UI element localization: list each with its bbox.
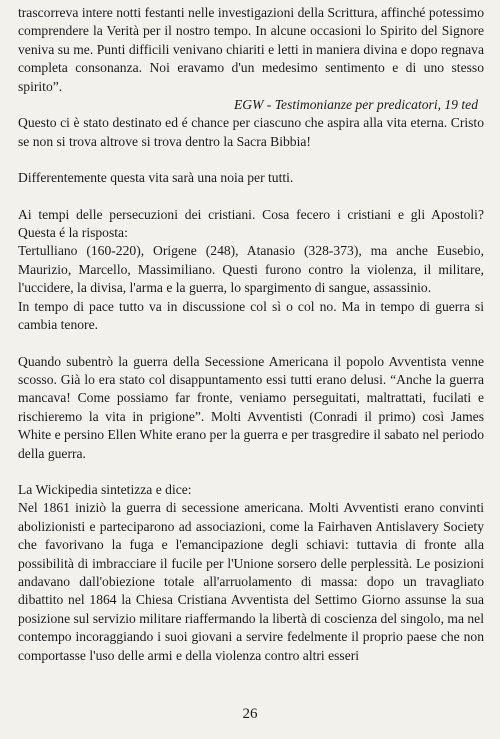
paragraph: Ai tempi delle persecuzioni dei cristiani. Cosa fecero i cristiani e gli Apostoli? Questa é la risposta:	[18, 206, 484, 241]
paragraph: Questo ci è stato destinato ed é chance per ciascuno che aspira alla vita eterna. Cristo se non si trova altrove si trova dentro la Sacra Bibbia!	[18, 115, 484, 149]
body-text	[18, 4, 484, 665]
paragraph-gap	[18, 188, 484, 206]
paragraph-gap	[18, 151, 484, 169]
paragraph-gap	[18, 463, 484, 481]
paragraph: Differentemente questa vita sarà una noia per tutti.	[18, 170, 294, 186]
page-number: 26	[242, 706, 258, 722]
paragraph: In tempo di pace tutto va in discussione col sì o col no. Ma in tempo di guerra si cambia tenore.	[18, 298, 484, 333]
paragraph: Quando subentrò la guerra della Secessione Americana il popolo Avventista venne scosso. Già lo era stato col disappuntamento essi tutti erano delusi. “Anche la guerra mancava! Come possiamo far fronte, veniamo perseguitati, maltrattati, fucilati e rischieremo la vita in prigione”. Molti Avventisti (Conradi il primo) così James White e persino Ellen White erano per la guerra e per trasgredire il sabato nel periodo della guerra.	[18, 353, 484, 461]
paragraph: Nel 1861 iniziò la guerra di secessione americana. Molti Avventisti erano convinti abolizionisti e parteciparono ad associazioni, come la Fairhaven Antislavery Society che favorivano la fuga e l'emancipazione degli schiavi: tuttavia di fronte alla possibilità di imbracciare il fucile per l'Unione sorsero delle perplessità. Le posizioni andavano dall'obiezione totale all'arruolamento di massa: dopo un travagliato dibattito nel 1864 la Chiesa Cristiana Avventista del Settimo Giorno assunse la sua posizione sul servizio militare riaffermando la libertà di coscienza del singolo, ma nel contempo incoraggiando i suoi giovani a servire fedelmente il proprio paese che non comportasse l'uso delle armi e della violenza contro altri esseri	[18, 500, 484, 663]
paragraph: La Wickipedia sintetizza e dice:	[18, 481, 192, 497]
paragraph-gap	[18, 335, 484, 353]
citation: EGW - Testimonianze per predicatori, 19 ted	[233, 97, 478, 113]
paragraph: Tertulliano (160-220), Origene (248), Atanasio (328-373), ma anche Eusebio, Maurizio, Marcello, Massimiliano. Questi furono contro la violenza, il militare, l'uccidere, la divisa, l'arma e la guerra, lo spargimento di sangue, assassinio.	[18, 243, 484, 296]
paragraph: trascorreva intere notti festanti nelle investigazioni della Scrittura, affinché potessimo comprendere la Verità per il nostro tempo. In alcune occasioni lo Spirito del Signore veniva su me. Punti difficili venivano chiariti e letti in maniera divina e dopo regnava completa consonanza. Noi eravamo d'un medesimo sentimento e di uno stesso spirito”.	[18, 5, 484, 94]
